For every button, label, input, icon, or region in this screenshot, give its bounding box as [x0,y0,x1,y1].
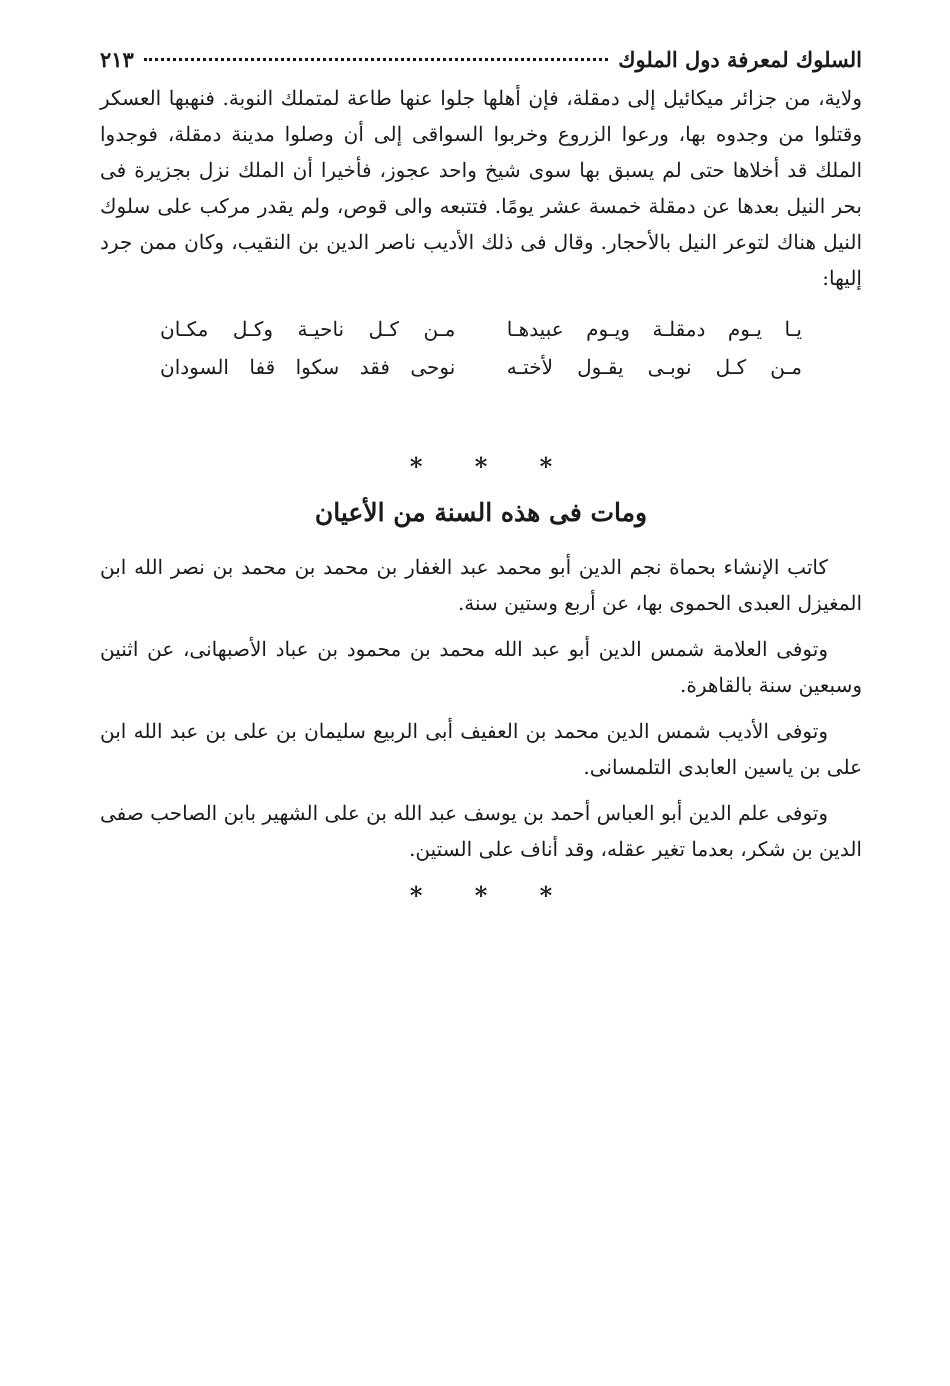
poem [100,310,862,386]
book-page [100,40,862,910]
poem-verse [160,310,802,348]
obituary-entry: وتوفى الأديب شمس الدين محمد بن العفيف أبى الربيع سليمان بن على بن عبد الله ابن على بن ياسين العابدى التلمسانى. [100,719,862,779]
obituary-entry: وتوفى علم الدين أبو العباس أحمد بن يوسف عبد الله بن على الشهير بابن الصاحب صفى الدين بن شكر، بعدما تغير عقله، وقد أناف على الستين. [100,801,862,861]
header-leader-dots [144,58,608,61]
obituary-entry: كاتب الإنشاء بحماة نجم الدين أبو محمد عبد الغفار بن محمد بن محمد بن نصر الله ابن المغيزل العبدى الحموى بها، عن أربع وستين سنة. [100,555,862,615]
verse-first-hemistich: مـن كـل نوبـى يقـول لأختـه [506,355,802,379]
intro-paragraph: ولاية، من جزائر ميكائيل إلى دمقلة، فإن أهلها جلوا عنها طاعة لمتملك النوبة. فنهبها العسكر وقتلوا من وجدوه بها، ورعوا الزروع وخربوا السواقى إلى أن وصلوا مدينة دمقلة، فوجدوا الملك قد أخلاها حتى لم يسبق بها سوى شيخ واحد عجوز، فأخيرا أن الملك نزل بجزيرة فى بحر النيل بعدها عن دمقلة خمسة عشر يومًا. فتتبعه والى قوص، ولم يقدر مركب على سلوك النيل هناك لتوعر النيل بالأحجار. وقال فى ذلك الأديب ناصر الدين بن النقيب، وكان ممن جرد إليها: [100,86,862,290]
verse-second-hemistich: نوحى فقد سكوا قفا السودان [160,355,456,379]
verse-second-hemistich: مـن كـل ناحيـة وكـل مكـان [160,317,456,341]
poem-verse [160,348,802,386]
closing-separator: * * * [409,881,575,910]
section-title: ومات فى هذه السنة من الأعيان [314,498,648,527]
page-number: ٢١٣ [100,47,134,72]
section-separator: * * * [409,452,575,481]
running-header [100,40,862,80]
obituary-entry: وتوفى العلامة شمس الدين أبو عبد الله محمد بن محمود بن عباد الأصبهانى، عن اثنين وسبعين سنة بالقاهرة. [100,637,862,697]
book-title: السلوك لمعرفة دول الملوك [618,47,862,72]
verse-first-hemistich: يـا يـوم دمقلـة ويـوم عبيدهـا [506,317,802,341]
